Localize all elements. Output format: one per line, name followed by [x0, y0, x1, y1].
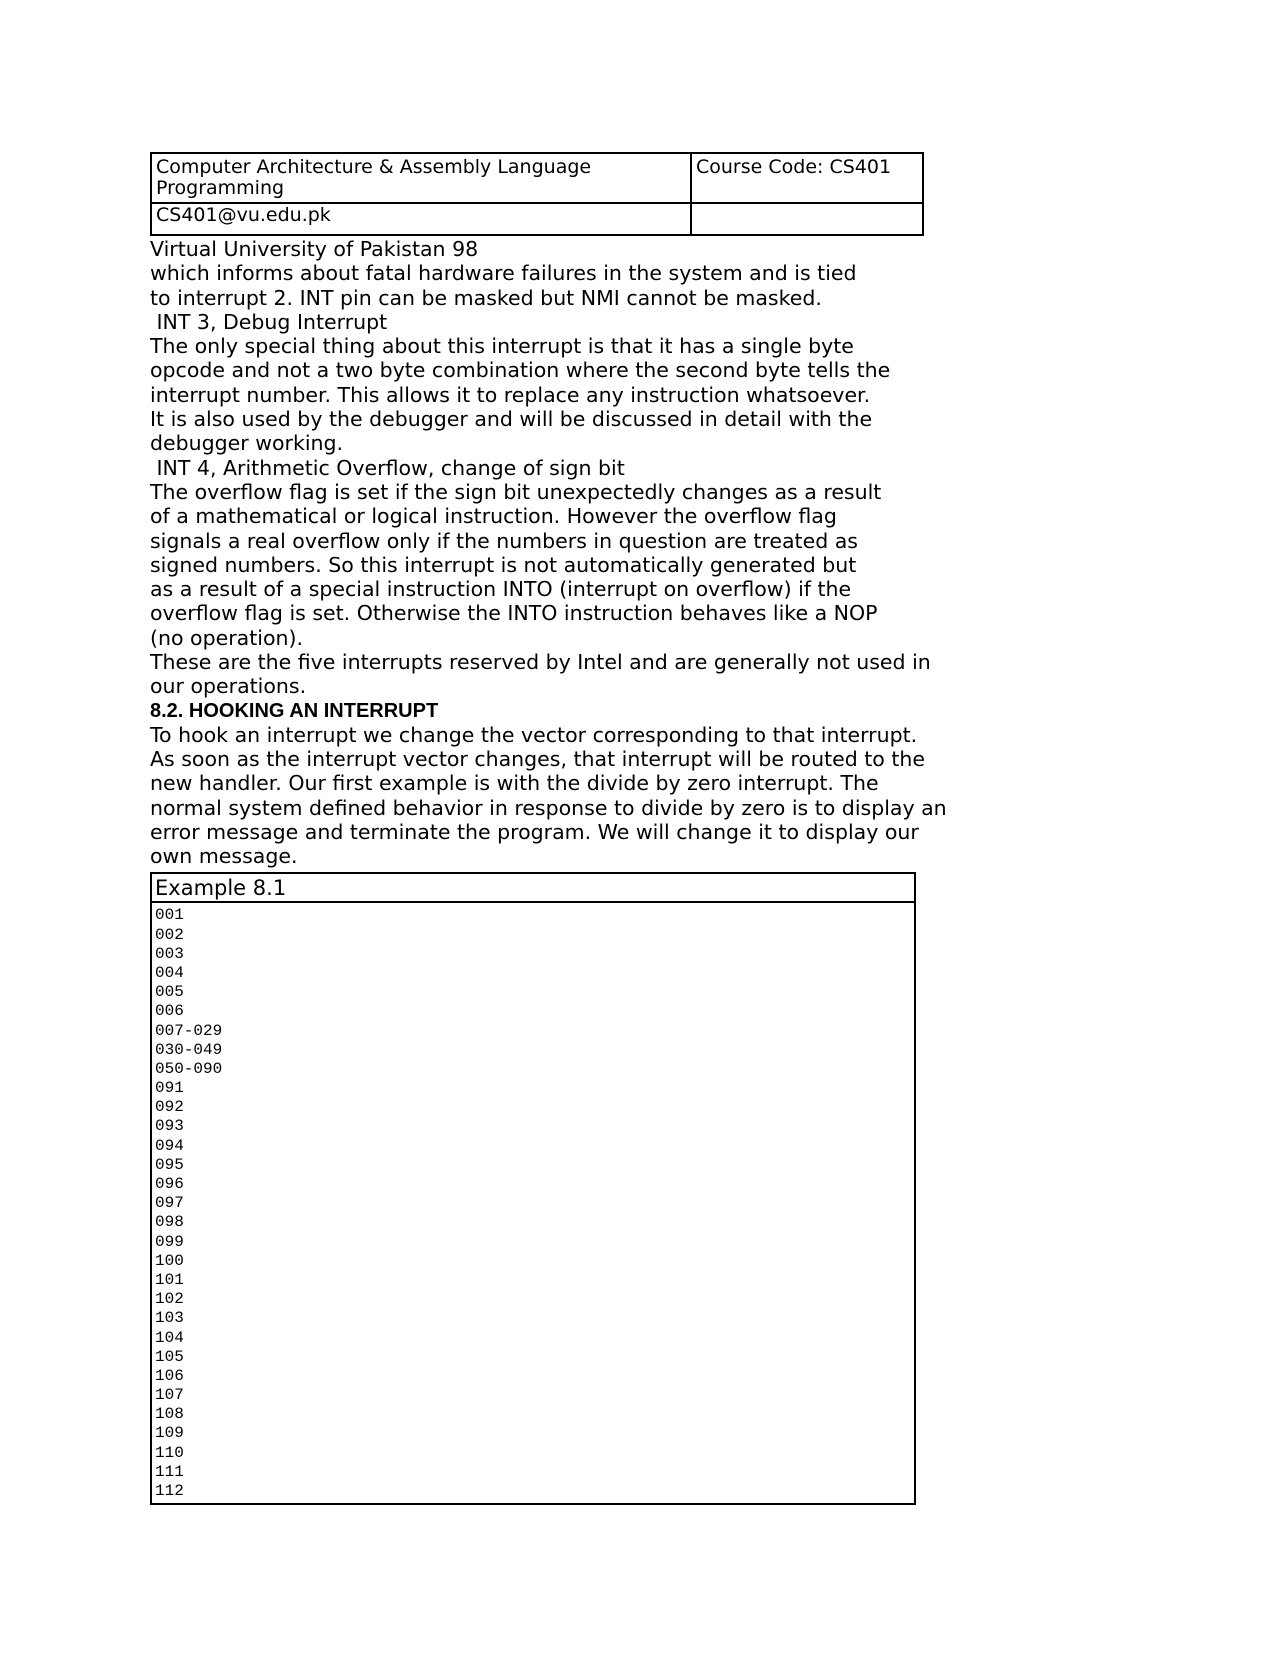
paragraph-line: as a result of a special instruction INTO (interrupt on overflow) if the	[150, 577, 852, 602]
document-page	[150, 152, 970, 1505]
paragraph-line: The overflow flag is set if the sign bit unexpectedly changes as a result	[150, 479, 882, 504]
course-header-table	[150, 152, 924, 236]
example-title: Example 8.1	[152, 874, 914, 903]
paragraph-line: interrupt number. This allows it to replace any instruction whatsoever.	[150, 382, 871, 407]
code-line-number: 006	[155, 1002, 184, 1021]
code-line-number: 102	[155, 1290, 184, 1309]
code-line-number: 107	[155, 1386, 184, 1405]
code-line-number: 101	[155, 1270, 184, 1289]
paragraph-line: error message and terminate the program. We will change it to display our	[150, 819, 919, 844]
code-line-number: 002	[155, 925, 184, 944]
paragraph-line: opcode and not a two byte combination where the second byte tells the	[150, 358, 891, 383]
nmi-paragraph-line: which informs about fatal hardware failures in the system and is tied	[150, 261, 857, 286]
code-line-number: 092	[155, 1098, 184, 1117]
email-cell: CS401@vu.edu.pk	[151, 203, 691, 235]
paragraph-line: overflow flag is set. Otherwise the INTO instruction behaves like a NOP	[150, 601, 878, 626]
code-line-number: 109	[155, 1424, 184, 1443]
paragraph-line: (no operation).	[150, 625, 303, 650]
int3-paragraph	[150, 334, 970, 455]
course-title-line2: Programming	[156, 177, 285, 199]
code-line-number: 112	[155, 1482, 184, 1501]
code-line-number: 091	[155, 1079, 184, 1098]
paragraph-line: our operations.	[150, 674, 307, 699]
int4-paragraph	[150, 480, 970, 650]
paragraph-line: signed numbers. So this interrupt is not automatically generated but	[150, 552, 857, 577]
code-line-number: 093	[155, 1117, 184, 1136]
paragraph-line: debugger working.	[150, 431, 344, 456]
section-paragraph	[150, 723, 970, 869]
int4-heading: INT 4, Arithmetic Overflow, change of sign bit	[150, 455, 625, 480]
paragraph-line: own message.	[150, 844, 298, 869]
paragraph-line: The only special thing about this interrupt is that it has a single byte	[150, 334, 854, 359]
code-line-number: 094	[155, 1136, 184, 1155]
nmi-paragraph-line: to interrupt 2. INT pin can be masked but NMI cannot be masked.	[150, 285, 822, 310]
code-line-numbers	[152, 903, 914, 1503]
page-label: Virtual University of Pakistan 98	[150, 237, 479, 261]
example-box	[150, 872, 916, 1505]
paragraph-line: It is also used by the debugger and will be discussed in detail with the	[150, 407, 873, 432]
course-title-line1: Computer Architecture & Assembly Language	[156, 156, 592, 178]
code-line-number: 003	[155, 944, 184, 963]
code-line-number: 050-090	[155, 1059, 223, 1078]
paragraph-line: As soon as the interrupt vector changes, that interrupt will be routed to the	[150, 746, 925, 771]
paragraph-line: signals a real overflow only if the numbers in question are treated as	[150, 528, 858, 553]
code-line-number: 100	[155, 1251, 184, 1270]
code-line-number: 097	[155, 1194, 184, 1213]
code-line-number: 095	[155, 1155, 184, 1174]
code-line-number: 105	[155, 1347, 184, 1366]
paragraph-line: To hook an interrupt we change the vector corresponding to that interrupt.	[150, 722, 918, 747]
code-line-number: 099	[155, 1232, 184, 1251]
code-line-number: 098	[155, 1213, 184, 1232]
code-line-number: 106	[155, 1366, 184, 1385]
code-line-number: 108	[155, 1405, 184, 1424]
course-code-cell: Course Code: CS401	[691, 153, 923, 203]
code-line-number: 096	[155, 1175, 184, 1194]
paragraph-line: new handler. Our first example is with the divide by zero interrupt. The	[150, 771, 879, 796]
code-line-number: 004	[155, 963, 184, 982]
section-heading: 8.2. HOOKING AN INTERRUPT	[150, 699, 439, 722]
code-line-number: 007-029	[155, 1021, 223, 1040]
paragraph-line: These are the five interrupts reserved by Intel and are generally not used in	[150, 650, 931, 675]
paragraph-line: normal system defined behavior in response to divide by zero is to display an	[150, 795, 947, 820]
code-line-number: 103	[155, 1309, 184, 1328]
code-line-number: 030-049	[155, 1040, 223, 1059]
code-line-number: 104	[155, 1328, 184, 1347]
code-line-number: 005	[155, 983, 184, 1002]
reserved-paragraph	[150, 650, 970, 699]
code-line-number: 110	[155, 1443, 184, 1462]
code-line-number: 001	[155, 906, 184, 925]
course-title-cell	[151, 153, 691, 203]
int3-heading: INT 3, Debug Interrupt	[150, 309, 388, 334]
paragraph-line: of a mathematical or logical instruction. However the overflow flag	[150, 504, 837, 529]
empty-cell	[691, 203, 923, 235]
code-line-number: 111	[155, 1462, 184, 1481]
